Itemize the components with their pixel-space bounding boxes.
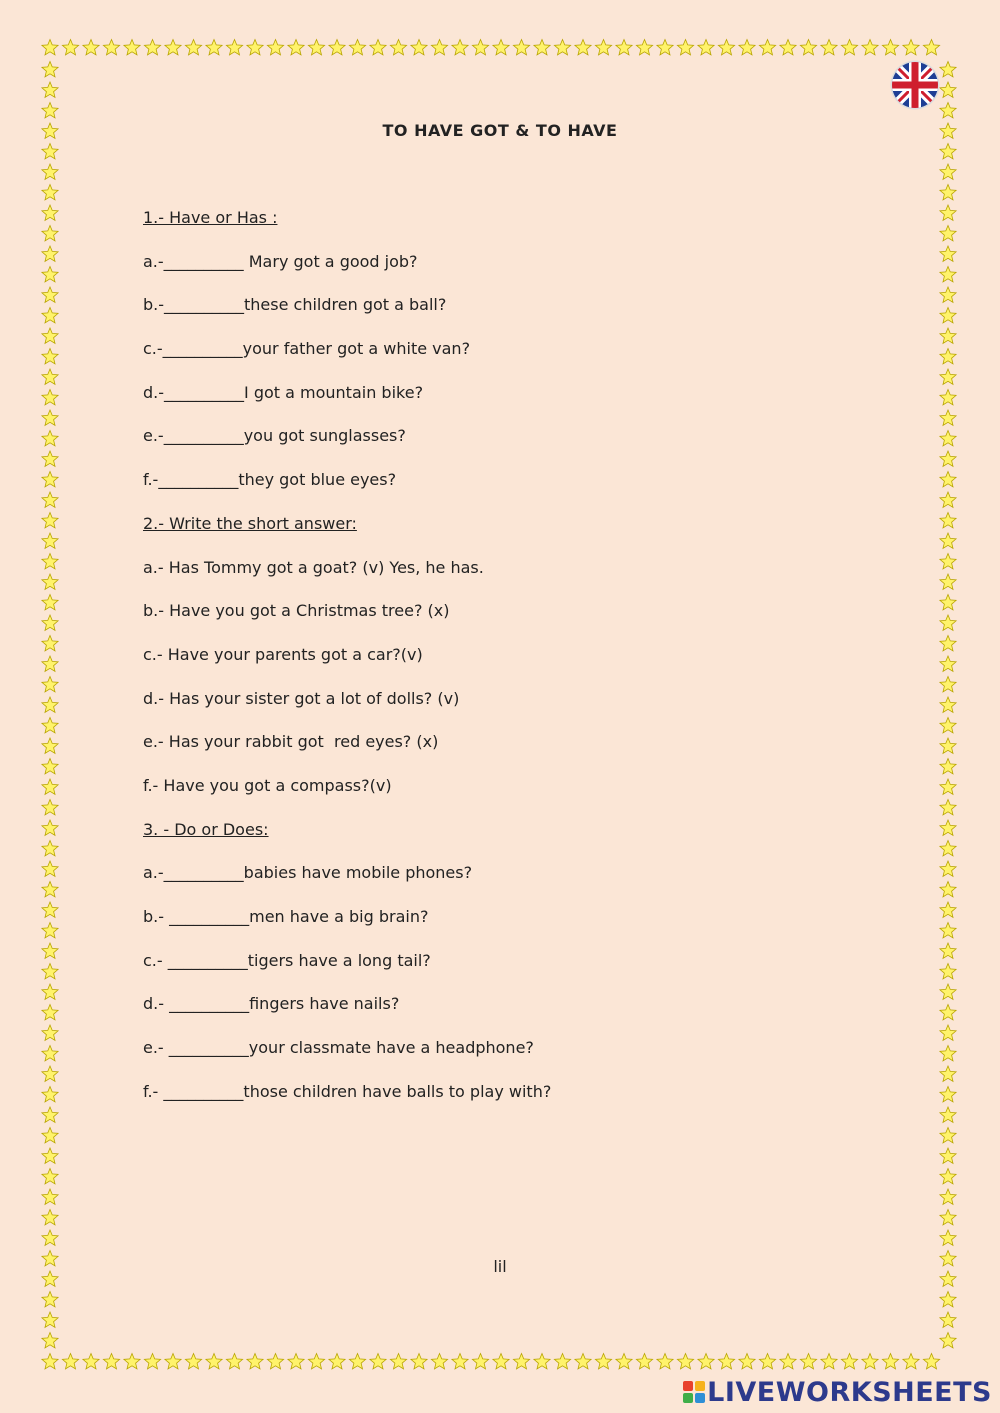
star-icon [940,205,956,220]
star-icon [431,40,447,55]
star-icon [940,62,956,77]
star-icon [308,40,324,55]
star-icon [329,40,345,55]
star-icon [42,62,58,77]
star-icon [821,40,837,55]
star-icon [42,246,58,261]
star-icon [575,40,591,55]
star-icon [657,1354,673,1369]
star-icon [940,923,956,938]
star-icon [42,164,58,179]
star-icon [940,1046,956,1061]
star-icon [759,1354,775,1369]
star-icon [411,40,427,55]
star-icon [42,656,58,671]
star-icon [42,390,58,405]
star-icon [42,759,58,774]
star-icon [42,574,58,589]
star-icon [862,1354,878,1369]
star-icon [940,1087,956,1102]
star-icon [267,1354,283,1369]
section-heading-1: 1.- Have or Has : [143,208,278,227]
star-icon [42,595,58,610]
star-icon [940,287,956,302]
star-icon [940,1189,956,1204]
star-icon [940,1230,956,1245]
exercise-item: e.- Has your rabbit got red eyes? (x) [143,732,439,752]
star-icon [452,40,468,55]
star-icon [42,820,58,835]
exercise-item: d.- Has your sister got a lot of dolls? (v) [143,688,460,708]
star-icon [940,943,956,958]
star-icon [940,533,956,548]
star-icon [42,1189,58,1204]
star-icon [42,82,58,97]
star-icon [185,40,201,55]
star-icon [288,1354,304,1369]
star-icon [42,1333,58,1348]
exercise-item: b.-__________these children got a ball? [143,295,447,315]
star-icon [42,451,58,466]
star-icon [42,964,58,979]
star-border-left [40,60,60,1350]
star-icon [452,1354,468,1369]
star-border-bottom [40,1352,960,1372]
star-icon [821,1354,837,1369]
star-icon [940,103,956,118]
star-icon [940,800,956,815]
star-icon [940,1333,956,1348]
star-icon [42,984,58,999]
star-icon [800,40,816,55]
exercise-item: c.- __________tigers have a long tail? [143,950,431,970]
exercise-item: c.- Have your parents got a car?(v) [143,644,423,664]
star-icon [940,369,956,384]
star-icon [103,1354,119,1369]
star-icon [42,1354,58,1369]
star-icon [595,40,611,55]
star-icon [144,1354,160,1369]
star-icon [940,1148,956,1163]
star-icon [698,1354,714,1369]
star-icon [288,40,304,55]
star-icon [42,861,58,876]
star-icon [42,369,58,384]
star-icon [42,410,58,425]
star-icon [940,615,956,630]
star-icon [42,554,58,569]
star-icon [42,492,58,507]
star-icon [431,1354,447,1369]
star-icon [42,287,58,302]
star-icon [103,40,119,55]
star-icon [42,943,58,958]
star-icon [42,1148,58,1163]
star-icon [940,1210,956,1225]
star-border-right [938,60,958,1350]
star-icon [42,1005,58,1020]
star-icon [206,1354,222,1369]
section-heading-3: 3. - Do or Does: [143,819,269,839]
star-icon [534,1354,550,1369]
star-icon [42,1312,58,1327]
star-icon [165,1354,181,1369]
star-icon [42,1107,58,1122]
star-icon [940,738,956,753]
star-icon [940,451,956,466]
star-icon [42,1025,58,1040]
star-icon [940,1066,956,1081]
star-icon [493,1354,509,1369]
liveworksheets-brand[interactable] [683,1375,992,1409]
star-icon [940,308,956,323]
star-icon [185,1354,201,1369]
star-icon [940,984,956,999]
star-icon [42,103,58,118]
exercise-item: a.- Has Tommy got a goat? (v) Yes, he has. [143,557,484,577]
star-icon [42,226,58,241]
star-icon [42,1169,58,1184]
star-icon [739,1354,755,1369]
star-icon [42,923,58,938]
star-icon [841,40,857,55]
star-icon [42,40,58,55]
star-icon [349,40,365,55]
star-icon [940,246,956,261]
star-icon [42,472,58,487]
star-icon [940,328,956,343]
star-icon [940,513,956,528]
star-icon [616,40,632,55]
star-icon-col-left [40,60,60,1350]
star-icon [657,40,673,55]
star-icon [62,1354,78,1369]
star-icon [390,40,406,55]
star-icon [841,1354,857,1369]
star-icon [42,1230,58,1245]
star-icon [124,1354,140,1369]
star-icon-row-top [40,38,960,58]
brand-name: LIVEWORKSHEETS [707,1376,992,1408]
star-icon [940,718,956,733]
uk-flag-icon [890,60,940,110]
footer-note: lil [493,1257,507,1276]
star-icon [940,1312,956,1327]
star-icon [940,636,956,651]
worksheet-title: TO HAVE GOT & TO HAVE [382,121,618,140]
star-icon [940,1128,956,1143]
star-icon [42,533,58,548]
star-icon [940,1107,956,1122]
star-icon [42,431,58,446]
star-icon [247,1354,263,1369]
star-icon [42,1292,58,1307]
star-icon [677,40,693,55]
star-icon [940,1005,956,1020]
star-icon [940,841,956,856]
star-icon [800,1354,816,1369]
star-icon [42,738,58,753]
star-icon [940,349,956,364]
star-icon [83,1354,99,1369]
exercise-item: b.- Have you got a Christmas tree? (x) [143,601,450,621]
star-icon [124,40,140,55]
star-icon [923,1354,939,1369]
star-icon [267,40,283,55]
star-icon [698,40,714,55]
star-icon [718,40,734,55]
star-icon [940,820,956,835]
star-icon-row-bottom [40,1352,960,1372]
star-icon [940,390,956,405]
star-icon [493,40,509,55]
star-icon [940,779,956,794]
exercise-item: f.- Have you got a compass?(v) [143,775,392,795]
star-icon [370,1354,386,1369]
star-icon [165,40,181,55]
star-icon [780,1354,796,1369]
star-icon [940,574,956,589]
star-icon [882,1354,898,1369]
star-icon [42,349,58,364]
star-icon [940,144,956,159]
star-icon [42,697,58,712]
star-icon [42,205,58,220]
star-icon [42,841,58,856]
star-icon [862,40,878,55]
star-icon [411,1354,427,1369]
star-icon [308,1354,324,1369]
star-icon [940,697,956,712]
exercise-item: f.- __________those children have balls to play with? [143,1081,552,1101]
exercise-item: e.-__________you got sunglasses? [143,426,406,446]
star-icon [42,267,58,282]
star-icon [940,410,956,425]
star-icon [940,759,956,774]
star-icon [940,882,956,897]
star-icon [940,226,956,241]
star-icon [940,595,956,610]
star-icon [42,800,58,815]
star-icon [83,40,99,55]
star-icon [247,40,263,55]
liveworksheets-logo-icon [683,1381,705,1403]
star-icon [882,40,898,55]
star-icon [940,677,956,692]
star-icon [940,492,956,507]
star-icon [940,431,956,446]
star-icon [42,779,58,794]
star-icon [42,615,58,630]
exercise-item: a.-__________ Mary got a good job? [143,251,418,271]
star-icon [42,882,58,897]
exercise-item: b.- __________men have a big brain? [143,907,429,926]
star-icon-col-right [938,60,958,1350]
star-icon [226,1354,242,1369]
star-icon [226,40,242,55]
section-heading-2: 2.- Write the short answer: [143,513,357,533]
star-icon [42,1128,58,1143]
star-icon [206,40,222,55]
star-icon [554,1354,570,1369]
star-icon [636,1354,652,1369]
star-icon [472,40,488,55]
star-icon [940,861,956,876]
star-border-top [40,38,960,58]
worksheet-body [143,206,863,1123]
star-icon [513,40,529,55]
star-icon [677,1354,693,1369]
exercise-item: d.- __________fingers have nails? [143,994,400,1014]
exercise-item: f.-__________they got blue eyes? [143,470,397,490]
star-icon [42,1087,58,1102]
star-icon [370,40,386,55]
star-icon [42,328,58,343]
star-icon [472,1354,488,1369]
star-icon [616,1354,632,1369]
star-icon [940,267,956,282]
star-icon [636,40,652,55]
star-icon [144,40,160,55]
star-icon [923,40,939,55]
star-icon [718,1354,734,1369]
star-icon [595,1354,611,1369]
star-icon [42,185,58,200]
exercise-item: a.-__________babies have mobile phones? [143,863,473,883]
star-icon [42,513,58,528]
exercise-item: d.-__________I got a mountain bike? [143,382,424,402]
star-icon [940,164,956,179]
star-icon [940,472,956,487]
star-icon [903,1354,919,1369]
star-icon [390,1354,406,1369]
star-icon [739,40,755,55]
star-icon [534,40,550,55]
star-icon [42,636,58,651]
star-icon [42,144,58,159]
star-icon [575,1354,591,1369]
star-icon [42,1066,58,1081]
star-icon [42,1046,58,1061]
star-icon [940,1169,956,1184]
star-icon [940,902,956,917]
star-icon [62,40,78,55]
star-icon [940,185,956,200]
star-icon [42,718,58,733]
star-icon [940,554,956,569]
star-icon [940,1025,956,1040]
star-icon [940,964,956,979]
exercise-item: e.- __________your classmate have a headphone? [143,1038,534,1058]
star-icon [903,40,919,55]
star-icon [42,902,58,917]
star-icon [780,40,796,55]
star-icon [940,82,956,97]
star-icon [759,40,775,55]
star-icon [42,308,58,323]
star-icon [329,1354,345,1369]
exercise-item: c.-__________your father got a white van? [143,339,471,359]
star-icon [42,677,58,692]
star-icon [42,1210,58,1225]
star-icon [554,40,570,55]
star-icon [513,1354,529,1369]
star-icon [940,1292,956,1307]
star-icon [940,656,956,671]
star-icon [349,1354,365,1369]
